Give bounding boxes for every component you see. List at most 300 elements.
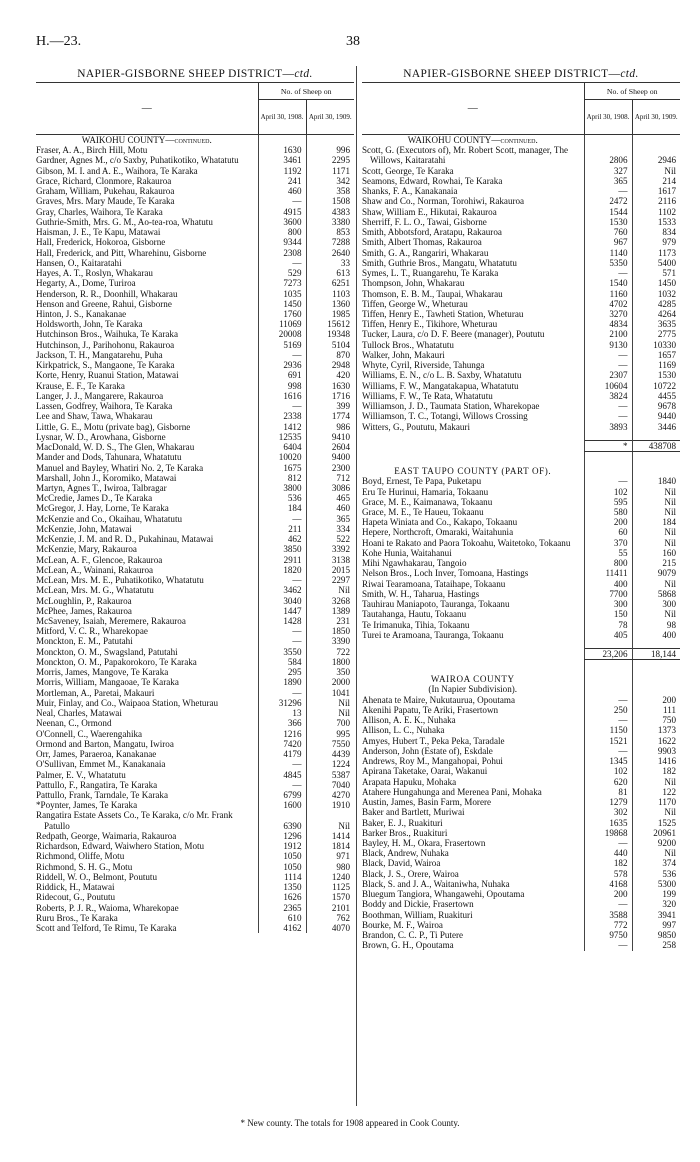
owner-name: Barker Bros., Ruakituri	[362, 827, 448, 838]
sheep-table-left	[36, 83, 354, 933]
owner-name: Walker, John, Makauri	[362, 349, 445, 360]
district-title-right: NAPIER-GISBORNE SHEEP DISTRICT—ctd.	[403, 68, 639, 80]
owner-row	[362, 258, 680, 268]
owner-row	[36, 217, 354, 227]
owner-name: Little, G. E., Motu (private bag), Gisborne	[36, 421, 191, 432]
sheep-1909: 98	[632, 620, 680, 630]
sheep-1909: Nil	[632, 527, 680, 537]
sheep-1908: 302	[584, 807, 632, 817]
owner-row	[36, 903, 354, 913]
sheep-1909: 853	[306, 227, 354, 237]
owner-name: Shaw, William E., Hikutai, Rakauroa	[362, 206, 497, 217]
owner-row	[362, 807, 680, 817]
sheep-1908: 5350	[584, 258, 632, 268]
owner-row	[36, 923, 354, 933]
owner-row	[362, 422, 680, 432]
owner-row	[36, 166, 354, 176]
sheep-1909: 750	[632, 715, 680, 725]
year-1908-header: April 30, 1908.	[258, 100, 306, 135]
owner-row	[362, 237, 680, 247]
name-column-header: —	[36, 83, 258, 135]
owner-row	[362, 360, 680, 370]
owner-row	[36, 544, 354, 554]
sheep-1908: 1521	[584, 736, 632, 746]
sheep-1908: 200	[584, 517, 632, 527]
sheep-1909: 4383	[306, 207, 354, 217]
sheep-1909: 1360	[306, 299, 354, 309]
owner-name: Hoani te Rakato and Paora Tokoahu, Waitetoko, Tokaanu	[362, 537, 571, 548]
sheep-1909: 4270	[306, 790, 354, 800]
sheep-1908: 1150	[584, 725, 632, 735]
sheep-1909: 1530	[632, 370, 680, 380]
owner-row	[36, 534, 354, 544]
owner-name: Brown, G. H., Opoutama	[362, 940, 454, 951]
owner-row	[36, 463, 354, 473]
sheep-1909: 2300	[306, 463, 354, 473]
sheep-1908: 2472	[584, 196, 632, 206]
row-spacer	[362, 452, 680, 467]
owner-name: Mander and Dods, Tahunara, Whatatutu	[36, 452, 182, 463]
sheep-1909: 2640	[306, 248, 354, 258]
sheep-1908: 1345	[584, 756, 632, 766]
sheep-1909: 1985	[306, 309, 354, 319]
owner-name: Grace, M. E., Kaimanawa, Tokaanu	[362, 496, 493, 507]
sheep-1909: 3392	[306, 544, 354, 554]
owner-row	[362, 538, 680, 548]
owner-row	[36, 329, 354, 339]
sheep-1908: 31296	[258, 698, 306, 708]
sheep-1908: 760	[584, 227, 632, 237]
sheep-1908: —	[258, 688, 306, 698]
owner-name: Tautahanga, Hautu, Tokaanu	[362, 609, 467, 620]
owner-row	[362, 766, 680, 776]
sheep-1909: 9903	[632, 746, 680, 756]
sheep-1908: 1544	[584, 207, 632, 217]
row-spacer	[362, 432, 680, 441]
owner-name: Anderson, John (Estate of), Eskdale	[362, 745, 493, 756]
owner-row	[362, 487, 680, 497]
sheep-1908: 250	[584, 705, 632, 715]
sheep-1908: 300	[584, 599, 632, 609]
sheep-1908: 2100	[584, 329, 632, 339]
sheep-1909: 3941	[632, 910, 680, 920]
owner-name: McLean, Mrs. M. G., Whatatutu	[36, 585, 154, 596]
section-heading-text: (In Napier Subdivision).	[428, 684, 518, 695]
sheep-1908: 184	[258, 503, 306, 513]
owner-row	[362, 589, 680, 599]
section-subheading	[362, 684, 680, 694]
sheep-1908: 9344	[258, 237, 306, 247]
owner-name: Hapeta Winiata and Co., Kakapo, Tokaanu	[362, 517, 518, 528]
owner-name: Ahenata te Maire, Nukutaurua, Opoutama	[362, 694, 516, 705]
county-total-row	[362, 649, 680, 660]
sheep-1908: —	[584, 186, 632, 196]
owner-row	[362, 910, 680, 920]
sheep-1908: 2806	[584, 145, 632, 165]
sheep-1908: 2308	[258, 248, 306, 258]
owner-name: Allison, L. C., Nuhaka	[362, 725, 445, 736]
owner-name: Williams, E. N., c/o L. B. Saxby, Whatatutu	[362, 370, 522, 381]
sheep-1909: 2295	[306, 155, 354, 165]
owner-name: Scott and Telford, Te Rimu, Te Karaka	[36, 923, 177, 934]
owner-row	[362, 268, 680, 278]
sheep-1908: 405	[584, 630, 632, 640]
owner-row	[36, 575, 354, 585]
owner-name: Shanks, F. A., Kanakanaia	[362, 186, 458, 197]
sheep-1908: 998	[258, 381, 306, 391]
sheep-1908: 812	[258, 473, 306, 483]
sheep-1908: 1279	[584, 797, 632, 807]
owner-name: Neenan, C., Ormond	[36, 718, 112, 729]
sheep-1909: 6251	[306, 278, 354, 288]
owner-row	[36, 882, 354, 892]
owner-row	[36, 831, 354, 841]
owner-name: Lassen, Godfrey, Waihora, Te Karaka	[36, 401, 173, 412]
sheep-1908: 1450	[258, 299, 306, 309]
sheep-1908: —	[584, 715, 632, 725]
owner-name: Korte, Henry, Ruanui Station, Matawai	[36, 370, 179, 381]
sheep-1909: 160	[632, 548, 680, 558]
sheep-rows-right	[362, 135, 680, 951]
owner-row	[36, 186, 354, 196]
sheep-1908: 967	[584, 237, 632, 247]
sheep-1908: 1890	[258, 677, 306, 687]
owner-name: Seamons, Edward, Rowhai, Te Karaka	[362, 175, 503, 186]
owner-row	[362, 507, 680, 517]
owner-row	[36, 647, 354, 657]
sheep-1909: 20961	[632, 828, 680, 838]
owner-name: Atahere Hungahunga and Merenea Pani, Mohaka	[362, 786, 542, 797]
owner-row	[36, 196, 354, 206]
sheep-1909: 5300	[632, 879, 680, 889]
sheep-1909: 7550	[306, 739, 354, 749]
sheep-1908: 11411	[584, 568, 632, 578]
owner-name: Baker, E. J., Ruakituri	[362, 817, 443, 828]
sheep-1908: 9130	[584, 340, 632, 350]
name-column-header: —	[362, 83, 584, 135]
owner-row	[362, 705, 680, 715]
sheep-1909: 1416	[632, 756, 680, 766]
sheep-1908: 3270	[584, 309, 632, 319]
sheep-1909: 1850	[306, 626, 354, 636]
sheep-1908: 2365	[258, 903, 306, 913]
owner-row	[36, 473, 354, 483]
owner-name: Grace, Richard, Clonmore, Rakauroa	[36, 175, 172, 186]
sheep-1909: 1240	[306, 872, 354, 882]
sheep-1909: Nil	[306, 698, 354, 708]
sheep-1908: 1760	[258, 309, 306, 319]
owner-name: Shaw and Co., Norman, Torohiwi, Rakauroa	[362, 196, 525, 207]
sheep-1908: 6390	[258, 810, 306, 830]
owner-name: Hansen, O., Kaitaratahi	[36, 257, 122, 268]
sheep-1909: 2000	[306, 677, 354, 687]
sheep-1909: 3635	[632, 319, 680, 329]
owner-row	[36, 913, 354, 923]
sheep-1908: 81	[584, 787, 632, 797]
sheep-1909: 1103	[306, 289, 354, 299]
sheep-1908: 772	[584, 920, 632, 930]
sheep-1908: —	[584, 411, 632, 421]
sheep-1909: 2946	[632, 145, 680, 165]
owner-name: Jackson, T. H., Mangatarehu, Puha	[36, 349, 163, 360]
sheep-1908: 13	[258, 708, 306, 718]
sheep-1908: 1820	[258, 565, 306, 575]
sheep-1908: 1616	[258, 391, 306, 401]
owner-name: Bourke, M. F., Wairoa	[362, 919, 443, 930]
owner-row	[36, 278, 354, 288]
sheep-1908: 580	[584, 507, 632, 517]
owner-row	[36, 237, 354, 247]
sheep-1908: 3040	[258, 596, 306, 606]
sheep-1909: 320	[632, 899, 680, 909]
owner-name: Arapata Hapuku, Mohaka	[362, 776, 457, 787]
owner-name: McLean, A., Wainani, Rakauroa	[36, 564, 154, 575]
sheep-1908: 55	[584, 548, 632, 558]
sheep-1908: 327	[584, 166, 632, 176]
owner-name: O'Connell, C., Waerengahika	[36, 728, 143, 739]
owner-name: Richmond, S. H. G., Motu	[36, 861, 133, 872]
sheep-1909: Nil	[632, 538, 680, 548]
owner-row	[362, 145, 680, 165]
sheep-1909: 1910	[306, 800, 354, 810]
sheep-1908: 2911	[258, 555, 306, 565]
owner-name: Te Irimanuka, Tihia, Tokaanu	[362, 619, 470, 630]
sheep-1908: 365	[584, 176, 632, 186]
owner-name: Lysnar, W. D., Arowhana, Gisborne	[36, 431, 166, 442]
owner-row	[362, 838, 680, 848]
owner-row	[36, 841, 354, 851]
sheep-1909: Nil	[632, 848, 680, 858]
owner-name: Holdsworth, John, Te Karaka	[36, 319, 143, 330]
owner-name: Smith, W. H., Taharua, Hastings	[362, 588, 480, 599]
owner-name: Brandon, C. C. P., Ti Putere	[362, 930, 464, 941]
owner-name: Boothman, William, Ruakituri	[362, 909, 473, 920]
sheep-1908: 10604	[584, 381, 632, 391]
owner-name: Gibson, M. I. and A. E., Waihora, Te Karaka	[36, 165, 198, 176]
sheep-1909: 111	[632, 705, 680, 715]
sheep-1908: 3461	[258, 155, 306, 165]
sheep-1908: 400	[584, 579, 632, 589]
owner-row	[36, 626, 354, 636]
owner-row	[36, 708, 354, 718]
sheep-1909: 1041	[306, 688, 354, 698]
footnote: * New county. The totals for 1908 appeared in Cook County.	[240, 1118, 460, 1128]
sheep-1909: Nil	[632, 507, 680, 517]
section-heading	[362, 466, 680, 476]
sheep-1909: 2948	[306, 360, 354, 370]
owner-name: Black, David, Wairoa	[362, 858, 441, 869]
owner-row	[36, 565, 354, 575]
sheep-1908: 370	[584, 538, 632, 548]
owner-name: Ruru Bros., Te Karaka	[36, 912, 118, 923]
sheep-1908: 12535	[258, 432, 306, 442]
owner-row	[36, 422, 354, 432]
sheep-1908: 460	[258, 186, 306, 196]
owner-row	[36, 667, 354, 677]
sheep-1908: 1350	[258, 882, 306, 892]
owner-row	[362, 725, 680, 735]
year-1908-header: April 30, 1908.	[584, 100, 632, 135]
sheep-1908: 3600	[258, 217, 306, 227]
owner-name: Ridecout, G., Poututu	[36, 892, 116, 903]
sheep-1908: 4702	[584, 299, 632, 309]
sheep-1909: 5387	[306, 770, 354, 780]
owner-row	[36, 370, 354, 380]
sheep-1908: 2936	[258, 360, 306, 370]
sheep-1908: —	[584, 838, 632, 848]
owner-name: Henderson, R. R., Doonhill, Whakarau	[36, 288, 178, 299]
owner-name: Haisman, J. E., Te Kapu, Matawai	[36, 227, 161, 238]
sheep-1909: 33	[306, 258, 354, 268]
sheep-1908: 578	[584, 869, 632, 879]
sheep-1908: 78	[584, 620, 632, 630]
sheep-1908: 1050	[258, 851, 306, 861]
sheep-1909: 4439	[306, 749, 354, 759]
owner-name: Hutchinson, J., Parihohonu, Rakauroa	[36, 339, 175, 350]
section-heading-text: WAIROA COUNTY	[430, 674, 515, 685]
owner-name: Apirana Taketake, Oarai, Wakanui	[362, 766, 488, 777]
owner-name: Allison, A. E. K., Nuhaka	[362, 715, 456, 726]
owner-row	[362, 879, 680, 889]
owner-row	[362, 756, 680, 766]
owner-name: Amyes, Hubert T., Peka Peka, Taradale	[362, 735, 505, 746]
owner-name: Bayley, H. M., Okara, Frasertown	[362, 838, 486, 848]
owner-row	[362, 620, 680, 630]
owner-row	[36, 688, 354, 698]
sheep-1909: 1617	[632, 186, 680, 196]
owner-name: McLean, Mrs. M. E., Puhatikotiko, Whatatutu	[36, 575, 204, 586]
page-number: 38	[346, 34, 360, 49]
owner-name: McKenzie, John, Matawai	[36, 523, 132, 534]
owner-name: Henson and Greene, Rahui, Gisborne	[36, 298, 172, 309]
owner-name: McCredie, James D., Te Karaka	[36, 493, 153, 504]
sheep-1908: 7273	[258, 278, 306, 288]
sheep-1909: 10330	[632, 340, 680, 350]
sheep-1908: 2307	[584, 370, 632, 380]
owner-name: Whyte, Cyril, Riverside, Tahunga	[362, 360, 485, 371]
owner-row	[362, 370, 680, 380]
sheep-1908: —	[258, 258, 306, 268]
sheep-1909: 9678	[632, 401, 680, 411]
owner-row	[362, 548, 680, 558]
sheep-1909: 5868	[632, 589, 680, 599]
owner-name: Morris, James, Mangove, Te Karaka	[36, 667, 169, 678]
owner-name: Nelson Bros., Loch Inver, Tomoana, Hastings	[362, 568, 529, 579]
sheep-1908: 7420	[258, 739, 306, 749]
sheep-1909: 1570	[306, 892, 354, 902]
owner-name: Andrews, Roy M., Mangahopai, Pohui	[362, 756, 503, 767]
sheep-1908: 1192	[258, 166, 306, 176]
owner-row	[362, 568, 680, 578]
sheep-1909: 1774	[306, 411, 354, 421]
owner-row	[36, 514, 354, 524]
owner-row	[362, 227, 680, 237]
sheep-1909: 2101	[306, 903, 354, 913]
owner-name: O'Sullivan, Emmet M., Kanakanaia	[36, 759, 166, 770]
owner-name: McSaveney, Isaiah, Meremere, Rakauroa	[36, 616, 186, 627]
owner-row	[362, 828, 680, 838]
owner-row	[362, 207, 680, 217]
sheep-1908: 3850	[258, 544, 306, 554]
section-heading	[362, 674, 680, 684]
owner-row	[362, 558, 680, 568]
sheep-1909: 997	[632, 920, 680, 930]
owner-row	[36, 258, 354, 268]
sheep-1908: 584	[258, 657, 306, 667]
sheep-1909: 1716	[306, 391, 354, 401]
owner-name: Hayes, A. T., Roslyn, Whakarau	[36, 268, 153, 279]
owner-row	[362, 869, 680, 879]
owner-name: Boyd, Ernest, Te Papa, Puketapu	[362, 476, 482, 487]
owner-row	[362, 289, 680, 299]
sheep-1909: 1170	[632, 797, 680, 807]
owner-name: Marshall, John J., Koromiko, Matawai	[36, 472, 177, 483]
owner-name: Graham, William, Pukehau, Rakauroa	[36, 186, 175, 197]
sheep-1909: 3446	[632, 422, 680, 432]
sheep-1909: 980	[306, 862, 354, 872]
sheep-1909: 300	[632, 599, 680, 609]
sheep-1909: 1414	[306, 831, 354, 841]
owner-name: Baker and Bartlett, Muriwai	[362, 807, 465, 818]
owner-name: Mitford, V. C. R., Wharekopae	[36, 626, 148, 637]
owner-name: Palmer, E. V., Whatatutu	[36, 769, 126, 780]
owner-row	[36, 596, 354, 606]
sheep-1909: Nil	[632, 609, 680, 619]
sheep-1909: 334	[306, 524, 354, 534]
sheep-1909: 399	[306, 401, 354, 411]
sheep-1909: 995	[306, 729, 354, 739]
sheep-1908: 4168	[584, 879, 632, 889]
sheep-1908: 1600	[258, 800, 306, 810]
sheep-1909: 2015	[306, 565, 354, 575]
sheep-1909: 1389	[306, 606, 354, 616]
owner-name: Williamson, T. C., Totangi, Willows Crossing	[362, 411, 528, 422]
owner-name: Martyn, Agnes T., Iwiroa, Talbragar	[36, 482, 167, 493]
sheep-1908: 462	[258, 534, 306, 544]
owner-name: Bluegum Tangiora, Whangawehi, Opoutama	[362, 889, 525, 900]
owner-row	[362, 527, 680, 537]
sheep-1909: 215	[632, 558, 680, 568]
owner-name: Tucker, Laura, c/o D. F. Beere (manager), Poututu	[362, 329, 545, 340]
sheep-1908: 1216	[258, 729, 306, 739]
owner-row	[362, 309, 680, 319]
owner-row	[36, 657, 354, 667]
owner-name: Smith, G. A., Rangariri, Whakarau	[362, 247, 489, 258]
sheep-1908: 60	[584, 527, 632, 537]
sheep-1909: 231	[306, 616, 354, 626]
sheep-1909: 571	[632, 268, 680, 278]
owner-row	[36, 677, 354, 687]
owner-name: McKenzie and Co., Okaihau, Whatatutu	[36, 513, 183, 524]
sheep-1909: Nil	[306, 708, 354, 718]
owner-name: Austin, James, Basin Farm, Morere	[362, 797, 492, 808]
owner-row	[36, 718, 354, 728]
sheep-1909: 1373	[632, 725, 680, 735]
sheep-1908: 102	[584, 766, 632, 776]
sheep-1909: 762	[306, 913, 354, 923]
owner-row	[36, 268, 354, 278]
owner-row	[362, 940, 680, 950]
owner-row	[362, 695, 680, 705]
sheep-1909: 214	[632, 176, 680, 186]
sheep-1909: 9200	[632, 838, 680, 848]
owner-name: Morris, William, Mangaoae, Te Karaka	[36, 677, 179, 688]
sheep-1908: 800	[584, 558, 632, 568]
sheep-1908: —	[584, 360, 632, 370]
column-divider	[356, 66, 357, 1106]
sheep-1908: —	[584, 695, 632, 705]
owner-name: Scott, George, Te Karaka	[362, 165, 454, 176]
